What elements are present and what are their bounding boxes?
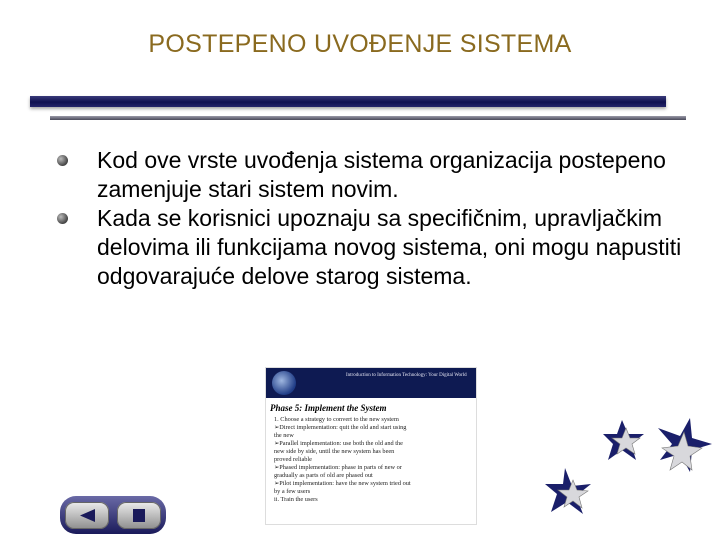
star-icon	[602, 418, 646, 462]
inset-line: new side by side, until the new system has been	[274, 448, 395, 455]
inset-line: proved reliable	[274, 456, 312, 463]
bullet-dot-icon	[57, 213, 68, 224]
bullet-list	[55, 146, 695, 291]
inset-slide-image	[266, 368, 476, 524]
bullet-text: Kod ove vrste uvođenja sistema organizacija postepeno zamenjuje stari sistem novim.	[97, 147, 666, 202]
inset-body	[266, 413, 476, 504]
inset-line: ➢Phased implementation: phase in parts of new or	[274, 464, 402, 471]
bullet-item	[55, 146, 695, 204]
bullet-item	[55, 204, 695, 291]
inset-phase-title: Phase 5: Implement the System	[270, 403, 387, 413]
right-arrow-icon	[129, 508, 149, 523]
inset-line: ➢Pilot implementation: have the new system tried out	[274, 480, 411, 487]
disc-icon	[272, 371, 296, 395]
slide-title: POSTEPENO UVOĐENJE SISTEMA	[148, 30, 572, 58]
bullet-text: Kada se korisnici upoznaju sa specifičnim, upravljačkim delovima ili funkcijama novog sistema, oni mogu napustiti odgovarajuće delove starog sistema.	[97, 205, 682, 289]
inset-line: by a few users	[274, 488, 311, 495]
bullet-dot-icon	[57, 155, 68, 166]
inset-line: ii. Train the users	[274, 496, 318, 503]
star-icon	[543, 466, 595, 516]
inset-line: ➢Direct implementation: quit the old and start using	[274, 424, 407, 431]
inset-line: 1. Choose a strategy to convert to the new system	[274, 416, 399, 423]
left-arrow-icon	[77, 508, 97, 523]
inset-header-text: Introduction to Information Technology: Your Digital World	[346, 373, 467, 378]
next-slide-button[interactable]	[117, 502, 161, 529]
inset-line: the new	[274, 432, 294, 439]
inset-line: ➢Parallel implementation: use both the old and the	[274, 440, 403, 447]
title-rule-thick	[30, 96, 666, 107]
star-icon	[650, 416, 714, 482]
inset-line: gradually as parts of old are phased out	[274, 472, 373, 479]
inset-header	[266, 368, 476, 398]
title-rule-thin	[50, 116, 686, 120]
prev-slide-button[interactable]	[65, 502, 109, 529]
nav-arrows	[60, 496, 166, 534]
